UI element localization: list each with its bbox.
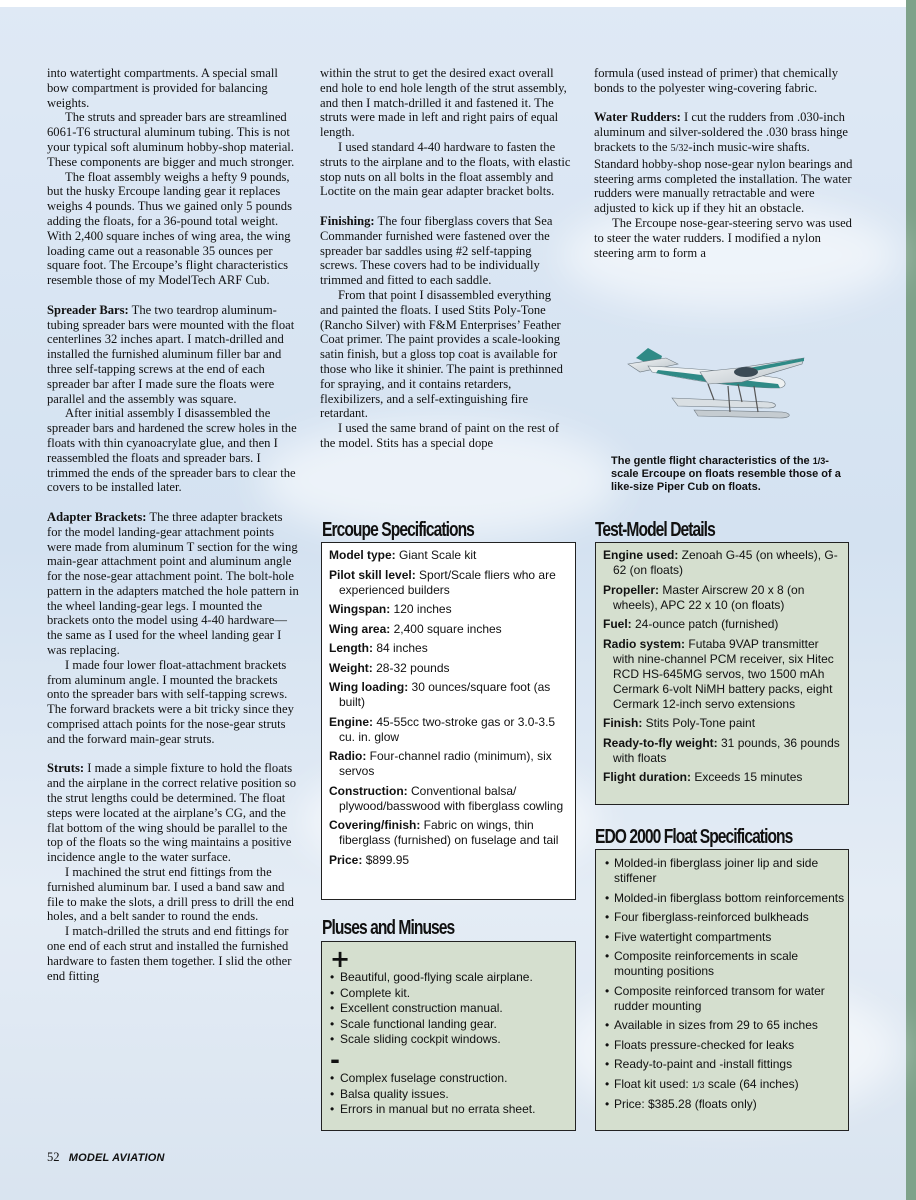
spec-label: Wing area: [329,621,391,636]
spec-label: Fuel: [603,617,632,631]
spec-value: Stits Poly-Tone paint [642,716,756,730]
spec-row [329,680,568,710]
list-item: • Scale sliding cockpit windows. [330,1032,567,1047]
paragraph: I used standard 4-40 hardware to fasten the struts to the airplane and to the floats, with elastic stop nuts on all bolts in the float assembly and Loctite on the main gear adapter bracket bolts. [320,139,571,199]
spec-label: Engine used: [603,548,679,562]
spec-row [329,602,568,617]
article-column-1 [47,66,300,983]
list-item: • Excellent construction manual. [330,1001,567,1016]
spec-row [329,568,568,598]
spec-label: Weight: [329,660,373,675]
spec-row [603,637,841,712]
spec-value: 45-55cc two-stroke gas or 3.0-3.5 cu. in. glow [339,714,556,744]
pluses-minuses-box [321,941,576,1131]
list-item: • Five watertight compartments [596,930,848,945]
pluses-minuses-title: Pluses and Minuses [322,917,455,939]
paragraph: After initial assembly I disassembled the spreader bars and hardened the screw holes in the floats with thin cyanoacrylate glue, and then I reassembled the floats and spreader bars. I trimmed the ends of the spreader bars to clear the covers to be installed later. [47,406,297,495]
paragraph: I used the same brand of paint on the rest of the model. Stits has a special dope [320,421,560,450]
ercoupe-specs-title: Ercoupe Specifications [322,519,474,541]
spec-label: Pilot skill level: [329,567,416,582]
side-accent-bar [906,0,916,1200]
test-model-title: Test-Model Details [595,519,715,541]
spec-value: Master Airscrew 20 x 8 (on wheels), APC 22 x 10 (on floats) [613,582,805,612]
spec-value: 2,400 square inches [390,621,502,636]
spec-label: Ready-to-fly weight: [603,735,718,750]
spec-value: Giant Scale kit [395,548,477,562]
fraction: 5/32 [670,142,689,154]
spec-label: Wing loading: [329,680,409,694]
list-item: • Floats pressure-checked for leaks [596,1038,848,1053]
spec-row [329,661,568,676]
ercoupe-specs-box [321,542,576,900]
left-float [672,398,776,408]
pluses-list [330,970,567,1047]
edo-specs-list [596,856,848,1072]
list-item: • Balsa quality issues. [330,1087,567,1102]
list-item: • Composite reinforced transom for water rudder mounting [596,984,848,1014]
section-head: Finishing: [320,213,375,228]
spec-label: Radio: [329,749,367,763]
paragraph: The Ercoupe nose-gear-steering servo was used to steer the water rudders. I modified a nylon steering arm to form a [594,215,852,260]
spec-row [603,736,841,766]
right-float [694,410,789,418]
list-item: • Available in sizes from 29 to 65 inches [596,1018,848,1033]
spec-row [329,641,568,656]
magazine-name: MODEL AVIATION [68,1152,165,1164]
paragraph: I machined the strut end fittings from the furnished aluminum bar. I used a band saw and file to make the slots, a drill press to drill the end holes, and a belt sander to round the ends. [47,865,294,924]
spec-value: Fabric on wings, thin fiberglass (furnished) on fuselage and tail [339,818,559,847]
spec-value: 84 inches [373,641,428,655]
list-item: • Composite reinforcements in scale mounting positions [596,949,848,979]
paragraph: Water Rudders: I cut the rudders from .030-inch aluminum and silver-soldered the .030 brass hinge brackets to the 5/32-inch music-wire shafts. Standard hobby-shop nose-gear nylon bearings and steering arms completed the installation. The water rudders were manually retractable and were adjusted to kick up if they hit an obstacle. [594,110,853,216]
test-model-box [595,542,849,805]
list-item: • Molded-in fiberglass joiner lip and side stiffener [596,856,848,886]
spec-row [603,716,841,731]
list-item: • Errors in manual but no errata sheet. [330,1102,567,1117]
plus-sign: + [330,945,351,973]
spec-label: Flight duration: [603,770,691,784]
spec-label: Propeller: [603,582,660,597]
spec-value: 28-32 pounds [372,660,450,675]
spec-value: 31 pounds, 36 pounds with floats [613,735,840,765]
spec-label: Model type: [329,548,396,562]
paragraph: Finishing: The four fiberglass covers that Sea Commander furnished were fastened over the spreader bar saddles using #2 self-tapping screws. These covers had to be individually trimmed and fitted to each saddle. [320,213,553,288]
spec-value: Four-channel radio (minimum), six servos [339,749,552,778]
paragraph: The struts and spreader bars are streamlined 6061-T6 structural aluminum tubing. This is not your typical soft aluminum hobby-shop material. These components are bigger and much stronger. [47,110,295,169]
list-item: • Price: $385.28 (floats only) [596,1097,848,1112]
paragraph: into watertight compartments. A special small bow compartment is provided for balancing weights. [47,66,278,110]
minus-sign: - [330,1046,340,1074]
list-item: • Ready-to-paint and -install fittings [596,1057,848,1072]
spec-label: Length: [329,641,373,655]
spec-value: 30 ounces/square foot (as built) [339,680,551,709]
spec-row [603,548,841,578]
spec-value: Conventional balsa/ plywood/basswood with fiberglass cowling [339,783,564,813]
edo-specs-box [595,849,849,1131]
list-item: • Complete kit. [330,986,567,1001]
list-item: • Scale functional landing gear. [330,1017,567,1032]
spec-label: Finish: [603,716,643,730]
list-item: • Float kit used: 1/3 scale (64 inches) [596,1077,848,1093]
spec-label: Construction: [329,783,408,798]
page-number: 52 [47,1150,60,1164]
spec-value: 120 inches [390,602,452,616]
spec-row [329,548,568,563]
fraction: 1/3 [692,1079,705,1090]
cockpit-canopy [734,367,758,377]
photo-caption: The gentle flight characteristics of the 1/3-scale Ercoupe on floats resemble those of a like-size Piper Cub on floats. [611,455,841,493]
spec-value: 24-ounce patch (furnished) [631,617,779,631]
spec-label: Wingspan: [329,602,391,616]
paragraph: Struts: I made a simple fixture to hold the floats and the airplane in the correct relative position so the strut lengths could be determined. The float steps were located at the airplane’s CG, and the flat bottom of the wing should be parallel to the top of the floats so the wing maintains a positive incidence angle to the water surface. [47,761,296,865]
paragraph: Adapter Brackets: The three adapter brackets for the model landing-gear attachment points were made from aluminum T section for the wing main-gear attachment point and aluminum angle for the nose-gear attachment point. The bolt-hole pattern in the adapters matched the hole pattern in the wheel landing-gear legs. I mounted the brackets onto the model using 4-40 hardware—the same as I used for the wheel landing gear I was replacing. [47,509,299,658]
spec-value: Futaba 9VAP transmitter with nine-channel PCM receiver, six Hitec RCD HS-645MG servos, two 1500 mAh Cermark 6-volt NiMH battery packs, eight Cermark 12-inch servo extensions [613,636,834,711]
spec-label: Radio system: [603,636,686,651]
section-head: Spreader Bars: [47,302,129,317]
minuses-list [330,1071,567,1117]
list-item: • Beautiful, good-flying scale airplane. [330,970,567,985]
spec-row [603,770,841,785]
spec-value: Sport/Scale fliers who are experienced builders [339,567,556,597]
article-column-3 [594,66,856,260]
section-head: Adapter Brackets: [47,509,147,524]
paragraph: formula (used instead of primer) that chemically bonds to the polyester wing-covering fabric. [594,66,839,95]
section-head: Water Rudders: [594,110,681,125]
spec-label: Covering/finish: [329,818,421,832]
edo-specs-title: EDO 2000 Float Specifications [595,826,793,848]
ercoupe-floatplane-photo [618,328,806,420]
spec-row [603,617,841,632]
spec-label: Engine: [329,714,373,729]
spec-row [329,749,568,779]
paragraph: I match-drilled the struts and end fittings for one end of each strut and installed the furnished hardware to fasten them together. I slid the other end fitting [47,924,292,983]
spec-row [329,818,568,848]
spec-row [329,853,568,868]
spec-row [603,583,841,613]
spec-row [329,784,568,814]
spec-value: $899.95 [362,852,410,867]
paragraph: Spreader Bars: The two teardrop aluminum-tubing spreader bars were mounted with the float centerlines 32 inches apart. I match-drilled and installed the furnished aluminum filler bar and three self-tapping screws at the end of each spreader bar after I made sure the floats were parallel and the assembly was square. [47,302,295,406]
paragraph: I made four lower float-attachment brackets from aluminum angle. I mounted the brackets onto the spreader bars with self-tapping screws. The forward brackets were a bit tricky since they comprised attach points for the nose-gear struts and the forward main-gear struts. [47,657,294,746]
spec-row [329,622,568,637]
article-column-2 [320,66,572,451]
paragraph: within the strut to get the desired exact overall end hole to end hole length of the strut assembly, and then I match-drilled it and fastened it. The struts were made in left and right pairs of equal length. [320,66,567,140]
list-item: • Complex fuselage construction. [330,1071,567,1086]
edo-specs-list-extra [596,1077,848,1113]
spec-label: Price: [329,852,363,867]
paragraph: From that point I disassembled everything and painted the floats. I used Stits Poly-Tone (Rancho Silver) with F&M Enterprises’ Feather Coat primer. The paint provides a scale-looking satin finish, but a gloss top coat is available for those who like it shinier. The paint is prethinned for spraying, and it contains retarders, flexibilizers, and a self-extinguishing fire retardant. [320,287,563,421]
spec-value: Zenoah G-45 (on wheels), G-62 (on floats) [613,548,838,577]
spec-row [329,715,568,745]
section-head: Struts: [47,761,85,776]
top-white-strip [0,0,916,7]
list-item: • Four fiberglass-reinforced bulkheads [596,910,848,925]
list-item: • Molded-in fiberglass bottom reinforcements [596,891,848,906]
fraction: 1/3 [812,456,826,466]
spec-value: Exceeds 15 minutes [690,770,803,784]
page-footer [47,1150,165,1165]
paragraph: The float assembly weighs a hefty 9 pounds, but the husky Ercoupe landing gear it replaces weighs 4 pounds. Thus we gained only 5 pounds adding the floats, for a 36-pound total weight. With 2,400 square inches of wing area, the wing loading came out a reasonable 35 ounces per square foot. The Ercoupe’s flight characteristics resemble those of my ModelTech ARF Cub. [47,169,292,288]
